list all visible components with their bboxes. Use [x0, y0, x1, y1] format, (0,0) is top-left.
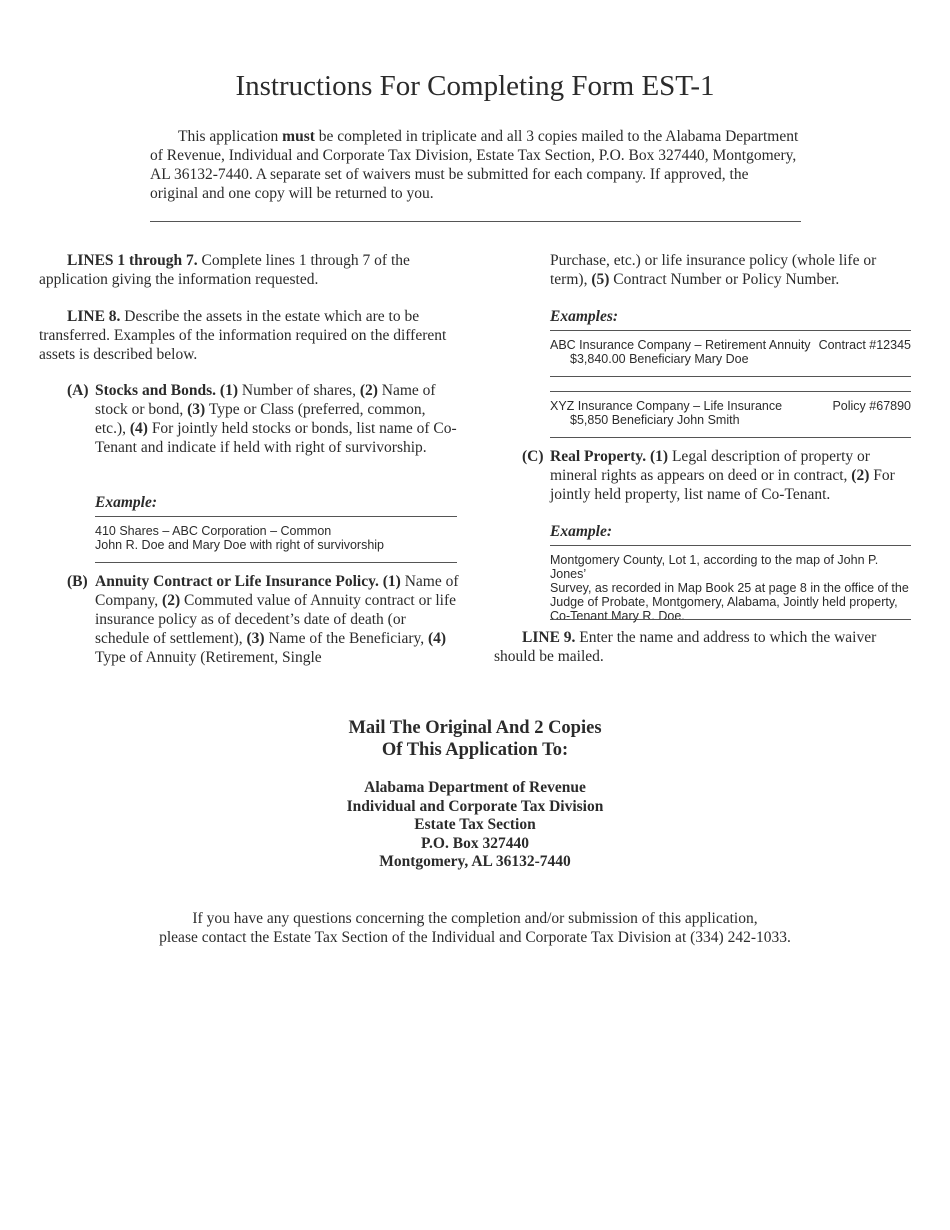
- item-b-example-1-line-1: ABC Insurance Company – Retirement Annuity: [550, 338, 811, 352]
- address-line-5: Montgomery, AL 36132-7440: [379, 853, 571, 871]
- item-a-example-label: Example:: [95, 494, 157, 511]
- item-a-heading: Stocks and Bonds.: [95, 382, 217, 399]
- item-a-example-text: [95, 524, 457, 552]
- item-b-t4: Type of Annuity (Retirement, Single: [95, 649, 322, 666]
- item-a-n2: (2): [359, 382, 378, 399]
- item-c-heading: Real Property.: [550, 448, 647, 465]
- item-c-t1: Legal description of property or mineral rights as appears on deed or in contract,: [550, 448, 870, 484]
- item-c-real-property: [522, 447, 912, 505]
- item-c-example-line-1: Montgomery County, Lot 1, according to the map of John P. Jones’: [550, 553, 879, 581]
- item-c-n2: (2): [851, 467, 870, 484]
- header-divider: [150, 221, 801, 222]
- item-a-t1: Number of shares,: [238, 382, 360, 399]
- item-a-stocks-bonds: [67, 381, 459, 477]
- item-b-example-1-bottom-rule: [550, 376, 911, 377]
- address-line-2: Individual and Corporate Tax Division: [346, 797, 604, 815]
- item-a-example-line-2: John R. Doe and Mary Doe with right of survivorship: [95, 538, 385, 552]
- line-8-paragraph: [39, 307, 459, 364]
- mailing-address: [0, 779, 950, 872]
- item-b-continued: [550, 251, 912, 289]
- item-a-t4: For jointly held stocks or bonds, list name of Co-Tenant and indicate if held with right of survivorship.: [95, 420, 457, 456]
- item-a-example-top-rule: [95, 516, 457, 517]
- item-c-n1: (1): [650, 448, 669, 465]
- item-b-example-2: [550, 399, 820, 427]
- lines-1-7-label: LINES 1 through 7.: [67, 252, 198, 269]
- item-b-cont-text: Purchase, etc.) or life insurance policy (whole life or term),: [550, 252, 877, 288]
- contact-line-1: If you have any questions concerning the completion and/or submission of this application,: [192, 910, 758, 927]
- item-b-example-1-number: Contract #12345: [818, 338, 911, 352]
- intro-emphasis: must: [282, 128, 315, 145]
- item-b-example-1-line-2: $3,840.00 Beneficiary Mary Doe: [570, 352, 749, 366]
- item-b-t5: Contract Number or Policy Number.: [609, 271, 840, 288]
- mail-heading-line-2: Of This Application To:: [381, 740, 569, 760]
- item-c-marker: (C): [522, 448, 544, 465]
- item-b-marker: (B): [67, 573, 88, 590]
- item-a-n1: (1): [219, 382, 238, 399]
- address-line-1: Alabama Department of Revenue: [364, 779, 586, 796]
- item-b-examples-label: Examples:: [550, 308, 619, 325]
- item-c-example-line-3: Judge of Probate, Montgomery, Alabama, Jointly held property,: [550, 595, 898, 609]
- item-b-n5: (5): [591, 271, 610, 288]
- item-c-example-label: Example:: [550, 523, 612, 540]
- contact-line-2: please contact the Estate Tax Section of the Individual and Corporate Tax Division at (334) 242-1033.: [159, 929, 791, 946]
- address-line-4: P.O. Box 327440: [421, 834, 529, 852]
- item-a-t2: Name of stock or bond,: [95, 382, 436, 418]
- lines-1-7-text: Complete lines 1 through 7 of the application giving the information requested.: [39, 252, 410, 288]
- item-c-t2: For jointly held property, list name of Co-Tenant.: [550, 467, 895, 503]
- item-b-n4: (4): [428, 630, 447, 647]
- line-9-paragraph: [494, 628, 912, 666]
- address-line-3: Estate Tax Section: [414, 816, 536, 834]
- item-b-annuity-insurance: [67, 572, 459, 668]
- item-b-t3: Name of the Beneficiary,: [264, 630, 428, 647]
- item-b-example-2-number: Policy #67890: [832, 399, 911, 413]
- item-c-body: [550, 447, 912, 504]
- item-b-heading: Annuity Contract or Life Insurance Policy.: [95, 573, 379, 590]
- item-b-n2: (2): [162, 592, 181, 609]
- item-a-marker: (A): [67, 382, 89, 399]
- item-b-example-2-top-rule: [550, 391, 911, 392]
- line-9-text: Enter the name and address to which the waiver should be mailed.: [494, 629, 877, 665]
- lines-1-7-paragraph: [39, 251, 459, 289]
- item-a-example-line-1: 410 Shares – ABC Corporation – Common: [95, 524, 332, 538]
- item-c-example-top-rule: [550, 545, 911, 546]
- item-b-example-2-line-1: XYZ Insurance Company – Life Insurance: [550, 399, 783, 413]
- item-a-n3: (3): [187, 401, 206, 418]
- line-8-label: LINE 8.: [67, 308, 121, 325]
- item-c-example-bottom-rule: [550, 619, 911, 620]
- mail-heading: [0, 717, 950, 761]
- intro-text-post: be completed in triplicate and all 3 copies mailed to the Alabama Department of Revenue, Individual and Corporate Tax Division, Estate Tax Section, P.O. Box 327440, Montgomery, AL 36132-7440. A separate set of waivers must be submitted for each company. If approved, the original and one copy will be returned to you.: [150, 128, 799, 202]
- item-b-example-1: [550, 338, 820, 366]
- item-a-body: [95, 381, 459, 457]
- page-title: Instructions For Completing Form EST-1: [235, 70, 715, 102]
- item-a-t3: Type or Class (preferred, common, etc.),: [95, 401, 426, 437]
- item-a-example-bottom-rule: [95, 562, 457, 563]
- mail-heading-line-1: Mail The Original And 2 Copies: [348, 718, 602, 738]
- line-8-text: Describe the assets in the estate which are to be transferred. Examples of the information required on the different assets is described below.: [39, 308, 447, 363]
- item-b-n3: (3): [246, 630, 265, 647]
- intro-paragraph: [150, 127, 800, 203]
- item-c-example-line-2: Survey, as recorded in Map Book 25 at page 8 in the office of the: [550, 581, 909, 595]
- line-9-label: LINE 9.: [522, 629, 576, 646]
- item-b-example-2-line-2: $5,850 Beneficiary John Smith: [570, 413, 740, 427]
- intro-text-pre: This application: [178, 128, 283, 145]
- item-c-example-text: [550, 553, 911, 623]
- item-b-t1: Name of Company,: [95, 573, 459, 609]
- item-b-example-2-bottom-rule: [550, 437, 911, 438]
- item-a-n4: (4): [129, 420, 148, 437]
- item-c-example-line-4: Co-Tenant Mary R. Doe.: [550, 609, 685, 623]
- item-b-example-1-top-rule: [550, 330, 911, 331]
- item-b-n1: (1): [382, 573, 401, 590]
- contact-paragraph: [0, 909, 950, 947]
- item-b-body: [95, 572, 459, 667]
- item-b-t2: Commuted value of Annuity contract or life insurance policy as of decedent’s date of death (or schedule of settlement),: [95, 592, 457, 647]
